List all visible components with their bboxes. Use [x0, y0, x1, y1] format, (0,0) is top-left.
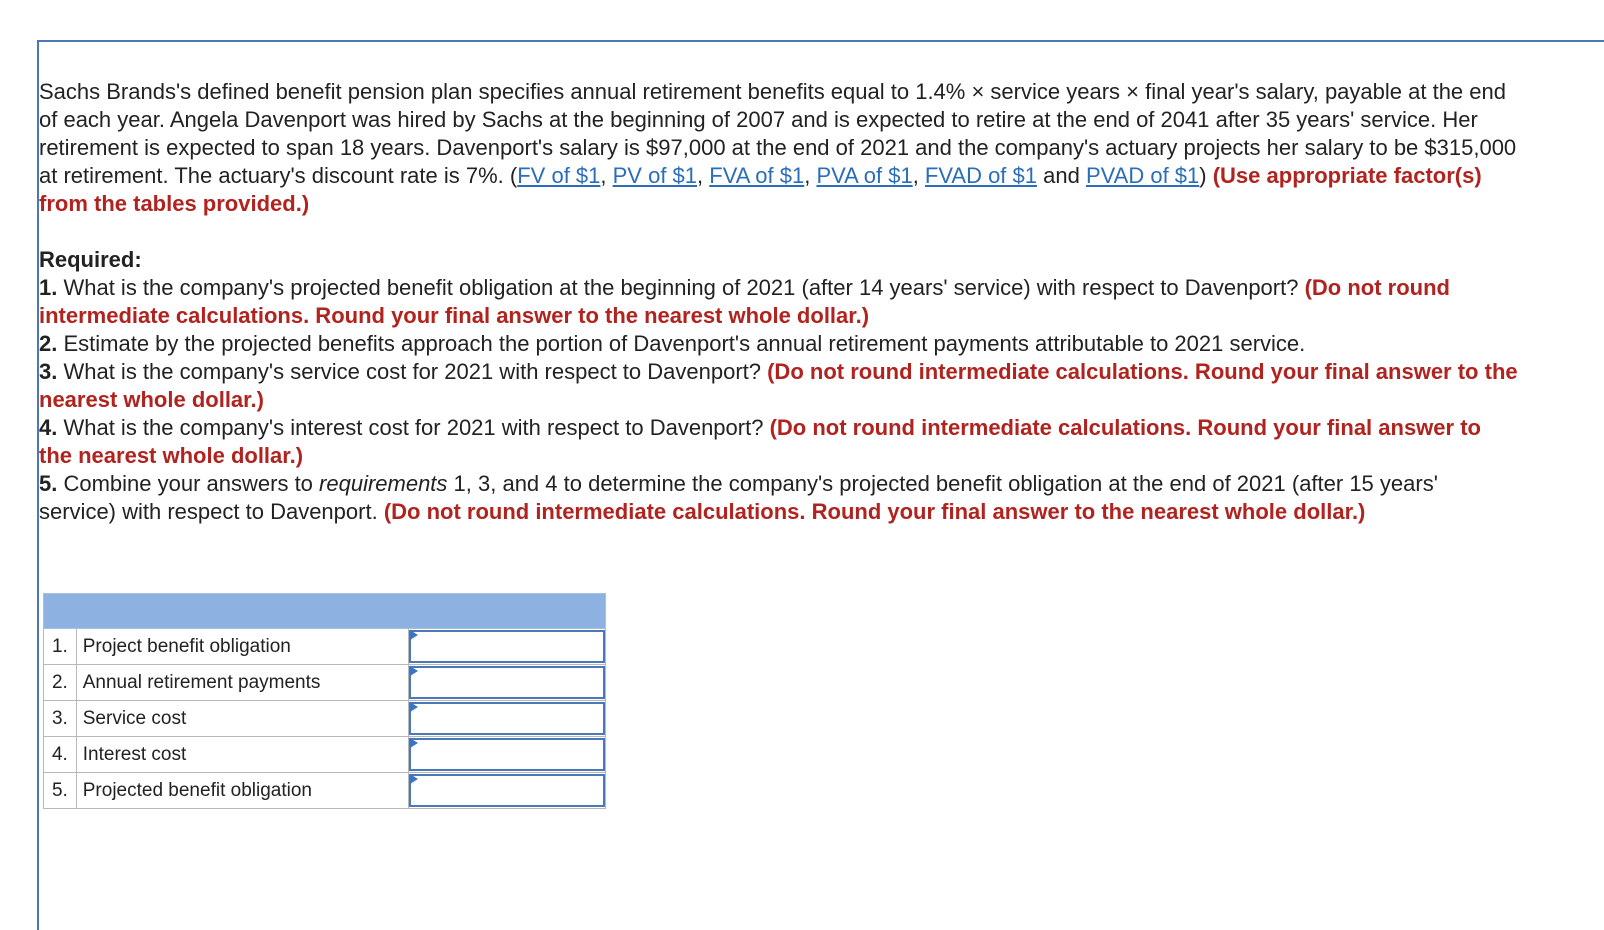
question-content	[39, 78, 1519, 526]
answer-cell	[408, 737, 605, 773]
table-row	[44, 629, 606, 665]
separator: ,	[912, 163, 925, 188]
requirement-text: Estimate by the projected benefits approach the portion of Davenport's annual retirement payments attributable to 2021 service.	[57, 331, 1306, 356]
row-label: Annual retirement payments	[76, 665, 408, 701]
requirement-text: 1, 3, and 4 to determine the company's projected benefit obligation at the end of 2021 (after 15 years' service) with respect to Davenport.	[39, 471, 1438, 524]
row-number: 5.	[44, 773, 77, 809]
row-label: Service cost	[76, 701, 408, 737]
separator: and	[1037, 163, 1086, 188]
table-row	[44, 737, 606, 773]
requirement-text: Combine your answers to	[57, 471, 320, 496]
required-title: Required:	[39, 247, 142, 272]
requirement-note: (Do not round intermediate calculations. Round your final answer to the nearest whole dollar.)	[383, 499, 1366, 524]
requirement-note: (Do not round intermediate calculations. Round your final answer to the nearest whole dollar.)	[39, 359, 1518, 412]
link-fvad-of-1[interactable]: FVAD of $1	[924, 163, 1038, 188]
table-header	[44, 594, 606, 629]
instruction-note: (Use appropriate factor(s) from the tables provided.)	[39, 163, 1482, 216]
row-number: 2.	[44, 665, 77, 701]
separator: ,	[600, 163, 613, 188]
flag-icon	[410, 702, 418, 712]
flag-icon	[410, 666, 418, 676]
requirement-number: 5.	[39, 471, 58, 496]
row-label: Interest cost	[76, 737, 408, 773]
requirement-text: What is the company's projected benefit obligation at the beginning of 2021 (after 14 years' service) with respect to Davenport?	[57, 275, 1305, 300]
link-fv-of-1[interactable]: FV of $1	[517, 163, 601, 188]
row-label: Projected benefit obligation	[76, 773, 408, 809]
flag-icon	[410, 774, 418, 784]
requirement-4	[39, 414, 1519, 470]
answer-input-interest-cost[interactable]	[409, 738, 605, 771]
answer-input-project-benefit-obligation[interactable]	[409, 630, 605, 663]
separator: ,	[804, 163, 817, 188]
flag-icon	[410, 630, 418, 640]
problem-statement	[39, 78, 1519, 218]
row-label: Project benefit obligation	[76, 629, 408, 665]
answer-input-projected-benefit-obligation[interactable]	[409, 774, 605, 807]
answer-input-annual-retirement-payments[interactable]	[409, 666, 605, 699]
answer-cell	[408, 629, 605, 665]
required-section	[39, 246, 1519, 526]
requirement-2	[39, 330, 1519, 358]
table-row	[44, 665, 606, 701]
row-number: 1.	[44, 629, 77, 665]
close-paren: )	[1199, 163, 1207, 188]
row-number: 4.	[44, 737, 77, 773]
flag-icon	[410, 738, 418, 748]
table-row	[44, 773, 606, 809]
separator: ,	[697, 163, 710, 188]
answer-table	[43, 593, 606, 809]
table-header-row	[44, 594, 606, 629]
requirement-note: (Do not round intermediate calculations. Round your final answer to the nearest whole dollar.)	[39, 415, 1481, 468]
requirement-note: (Do not round intermediate calculations. Round your final answer to the nearest whole dollar.)	[39, 275, 1450, 328]
requirement-text: What is the company's interest cost for 2021 with respect to Davenport?	[57, 415, 770, 440]
requirement-number: 4.	[39, 415, 58, 440]
answer-cell	[408, 665, 605, 701]
link-pva-of-1[interactable]: PVA of $1	[816, 163, 913, 188]
requirement-1	[39, 274, 1519, 330]
table-row	[44, 701, 606, 737]
answer-input-service-cost[interactable]	[409, 702, 605, 735]
requirement-number: 1.	[39, 275, 58, 300]
requirement-text: What is the company's service cost for 2021 with respect to Davenport?	[57, 359, 768, 384]
row-number: 3.	[44, 701, 77, 737]
requirement-5	[39, 470, 1519, 526]
requirement-number: 3.	[39, 359, 58, 384]
link-pvad-of-1[interactable]: PVAD of $1	[1085, 163, 1200, 188]
requirement-italic: requirements	[319, 471, 448, 496]
link-fva-of-1[interactable]: FVA of $1	[709, 163, 805, 188]
answer-cell	[408, 773, 605, 809]
problem-text: Sachs Brands's defined benefit pension plan specifies annual retirement benefits equal to 1.4% × service years × final year's salary, payable at the end of each year. Angela Davenport was hired by Sachs at the beginning of 2007 and is expected to retire at the end of 2041 after 35 years' service. Her retirement is expected to span 18 years. Davenport's salary is $97,000 at the end of 2021 and the company's actuary projects her salary to be $315,000 at retirement. The actuary's discount rate is 7%. (	[39, 79, 1517, 188]
answer-cell	[408, 701, 605, 737]
requirement-number: 2.	[39, 331, 58, 356]
requirement-3	[39, 358, 1519, 414]
link-pv-of-1[interactable]: PV of $1	[612, 163, 698, 188]
